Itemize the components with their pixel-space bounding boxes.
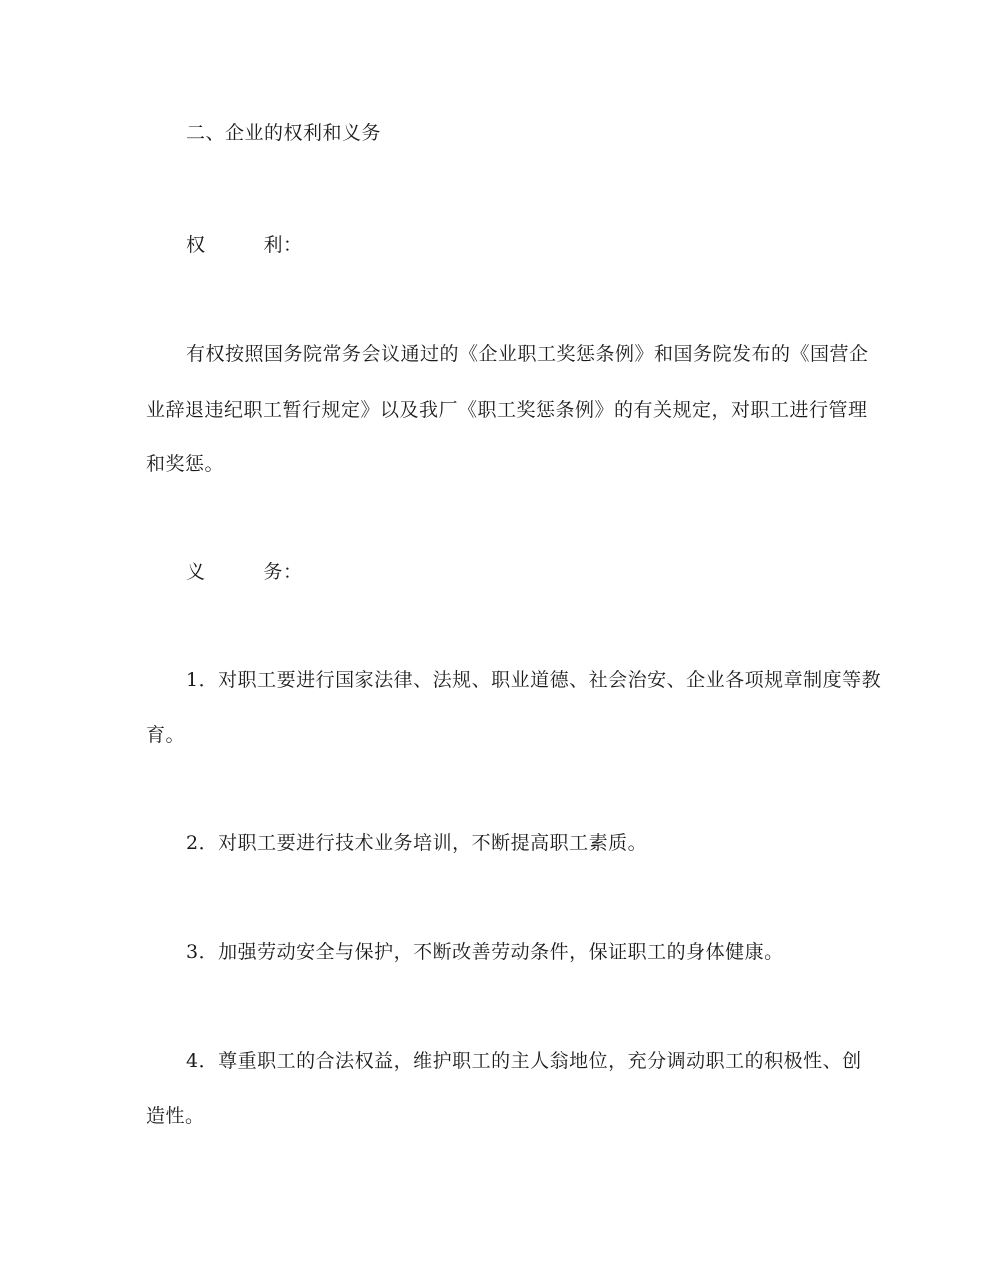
section-title: 二、企业的权利和义务 (186, 122, 382, 144)
duty-item-4-line-2: 造性。 (146, 1105, 205, 1127)
rights-heading-char1: 权 (186, 234, 206, 256)
duties-heading-char1: 义 (186, 561, 206, 583)
duty-item-1-line-1: 1．对职工要进行国家法律、法规、职业道德、社会治安、企业各项规章制度等教 (186, 669, 882, 691)
duty-item-3: 3．加强劳动安全与保护，不断改善劳动条件，保证职工的身体健康。 (186, 941, 784, 963)
rights-heading (186, 233, 303, 257)
duty-item-2: 2．对职工要进行技术业务培训，不断提高职工素质。 (186, 832, 648, 854)
duty-item-4-line-1: 4．尊重职工的合法权益，维护职工的主人翁地位，充分调动职工的积极性、创 (186, 1050, 862, 1072)
rights-paragraph-line-2: 业辞退违纪职工暂行规定》以及我厂《职工奖惩条例》的有关规定，对职工进行管理 (146, 399, 868, 421)
duty-item-1-line-2: 育。 (146, 724, 186, 746)
duties-heading-char2: 务： (263, 561, 303, 583)
rights-heading-char2: 利： (263, 234, 303, 256)
duties-heading (186, 560, 303, 584)
rights-paragraph-line-3: 和奖惩。 (146, 453, 225, 475)
rights-paragraph-line-1: 有权按照国务院常务会议通过的《企业职工奖惩条例》和国务院发布的《国营企 (186, 343, 869, 365)
